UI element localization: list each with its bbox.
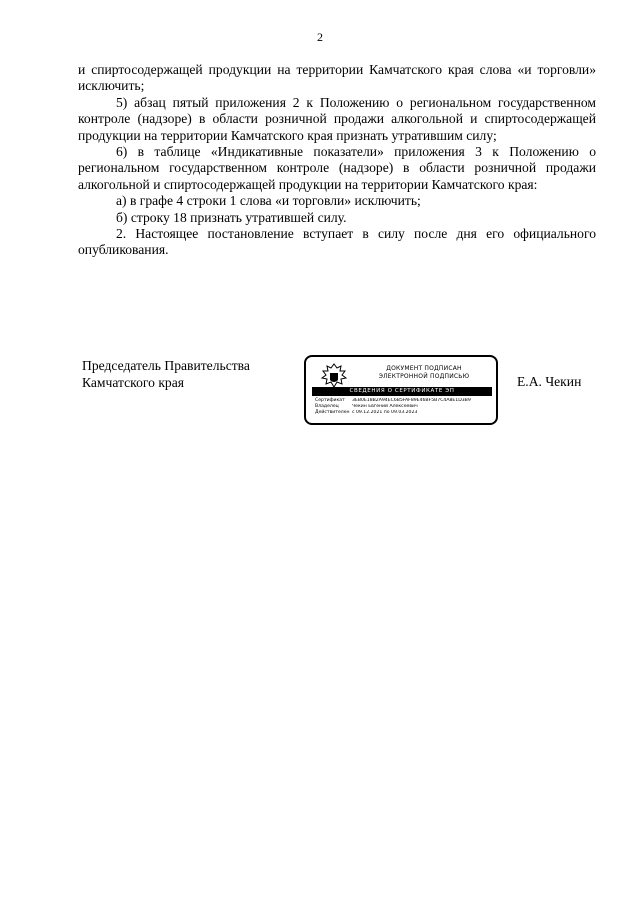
signer-position-line-2: Камчатского края <box>82 374 185 390</box>
electronic-signature-stamp <box>304 355 498 425</box>
paragraph-continuation: и спиртосодержащей продукции на территории Камчатского края слова «и торговли» исключить; <box>78 62 596 94</box>
stamp-title-line-2: ЭЛЕКТРОННОЙ ПОДПИСЬЮ <box>378 372 470 380</box>
stamp-title-line-1: ДОКУМЕНТ ПОДПИСАН <box>386 365 462 372</box>
signer-position <box>82 358 250 391</box>
stamp-row-label: Сертификат <box>315 398 345 403</box>
page-number: 2 <box>317 30 323 44</box>
paragraph-item-6b: б) строку 18 признать утратившей силу. <box>116 209 347 225</box>
stamp-certificate-info <box>315 398 495 416</box>
signer-name: Е.А. Чекин <box>517 374 582 389</box>
stamp-title <box>356 365 492 380</box>
document-body <box>78 62 596 259</box>
paragraph-item-6a: а) в графе 4 строки 1 слова «и торговли» исключить; <box>116 193 421 209</box>
stamp-row-label: Владелец <box>315 404 339 409</box>
paragraph-item-2: 2. Настоящее постановление вступает в силу после дня его официального опубликования. <box>78 226 596 258</box>
signer-position-line-1: Председатель Правительства <box>82 358 250 373</box>
stamp-row-label: Действителен <box>315 410 350 415</box>
paragraph-item-5: 5) абзац пятый приложения 2 к Положению о региональном государственном контроле (надзоре) в области розничной продажи алкогольной и спиртосодержащей продукции на территории Камчатского края признать утратившим силу; <box>78 94 596 143</box>
stamp-banner: СВЕДЕНИЯ О СЕРТИФИКАТЕ ЭП <box>312 387 492 396</box>
stamp-row-value: Чекин Евгений Алексеевич <box>352 404 418 409</box>
stamp-row-value: с 09.12.2021 по 09.03.2023 <box>352 410 418 415</box>
paragraph-item-6: 6) в таблице «Индикативные показатели» приложения 3 к Положению о региональном государственном контроле (надзоре) в области розничной продажи алкогольной и спиртосодержащей продукции на территории Камчатского края: <box>78 144 596 192</box>
stamp-row-value: 3EB0E18B2A94EC6B5FAF89E46BF5B7C4A8E1D3B9 <box>352 398 471 403</box>
stamp-row-validity <box>315 410 495 416</box>
